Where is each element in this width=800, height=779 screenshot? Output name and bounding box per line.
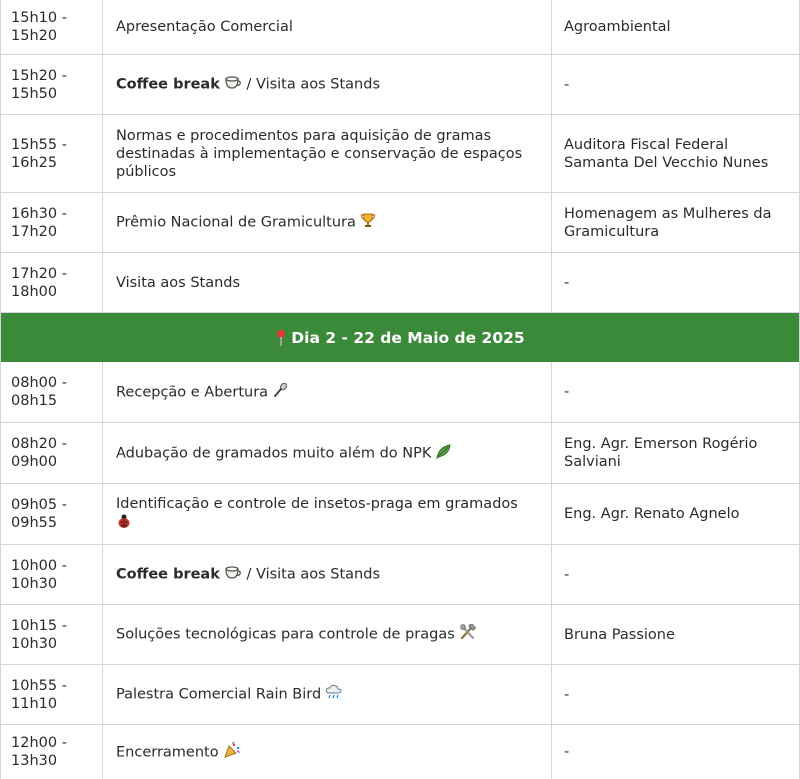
coffee-cup-icon (224, 74, 242, 95)
coffee-cup-icon (224, 564, 242, 585)
table-row (1, 484, 799, 545)
table-row (1, 55, 799, 115)
time-cell: 10h00 - 10h30 (1, 545, 103, 604)
table-row (1, 115, 799, 193)
table-row (1, 253, 799, 313)
microphone-icon (272, 382, 288, 403)
day-banner (1, 313, 799, 362)
time-cell: 10h55 - 11h10 (1, 665, 103, 724)
rain-cloud-icon (325, 684, 343, 705)
speaker-cell: Auditora Fiscal Federal Samanta Del Vecchio Nunes (564, 136, 769, 171)
time-cell: 15h55 - 16h25 (1, 115, 103, 192)
time-cell: 12h00 - 13h30 (1, 725, 103, 779)
activity-cell: Coffee break / Visita aos Stands (103, 545, 552, 604)
time-cell: 15h10 - 15h20 (1, 0, 103, 54)
round-pushpin-icon (275, 330, 287, 346)
activity-cell: Apresentação Comercial (103, 0, 552, 54)
trophy-icon (360, 212, 376, 233)
table-row (1, 545, 799, 605)
table-row (1, 725, 799, 779)
speaker-cell: - (564, 274, 570, 291)
activity-cell: Palestra Comercial Rain Bird (103, 665, 552, 724)
table-row (1, 423, 799, 484)
table-row (1, 362, 799, 423)
activity-cell: Normas e procedimentos para aquisição de gramas destinadas à implementação e conservação de espaços públicos (103, 115, 552, 192)
speaker-cell: Agroambiental (564, 19, 671, 35)
activity-cell: Encerramento (103, 725, 552, 779)
time-cell: 08h20 - 09h00 (1, 423, 103, 483)
party-popper-icon (223, 742, 241, 763)
activity-cell: Soluções tecnológicas para controle de pragas (103, 605, 552, 664)
time-cell: 15h20 - 15h50 (1, 55, 103, 114)
time-cell: 16h30 - 17h20 (1, 193, 103, 252)
table-row (1, 0, 799, 55)
table-row (1, 193, 799, 253)
activity-cell: Prêmio Nacional de Gramicultura (103, 193, 552, 252)
speaker-cell: - (564, 744, 570, 760)
speaker-cell: - (564, 686, 570, 703)
activity-cell: Identificação e controle de insetos-praga em gramados (103, 484, 552, 544)
time-cell: 09h05 - 09h55 (1, 484, 103, 544)
table-row (1, 665, 799, 725)
time-cell: 17h20 - 18h00 (1, 253, 103, 312)
speaker-cell: Eng. Agr. Emerson Rogério Salviani (564, 436, 758, 470)
speaker-cell: Homenagem as Mulheres da Gramicultura (564, 205, 772, 240)
speaker-cell: - (564, 384, 570, 400)
speaker-cell: - (564, 566, 570, 583)
speaker-cell: - (564, 76, 570, 93)
speaker-cell: Bruna Passione (564, 626, 675, 643)
activity-cell: Adubação de gramados muito além do NPK (103, 423, 552, 483)
activity-cell: Visita aos Stands (103, 253, 552, 312)
time-cell: 10h15 - 10h30 (1, 605, 103, 664)
activity-cell: Recepção e Abertura (103, 362, 552, 422)
herb-leaf-icon (435, 443, 453, 464)
hammer-and-wrench-icon (459, 624, 477, 645)
speaker-cell: Eng. Agr. Renato Agnelo (564, 506, 740, 522)
table-row (1, 605, 799, 665)
lady-beetle-icon (116, 513, 132, 534)
day-title: Dia 2 - 22 de Maio de 2025 (291, 328, 525, 347)
time-cell: 08h00 - 08h15 (1, 362, 103, 422)
activity-cell: Coffee break / Visita aos Stands (103, 55, 552, 114)
